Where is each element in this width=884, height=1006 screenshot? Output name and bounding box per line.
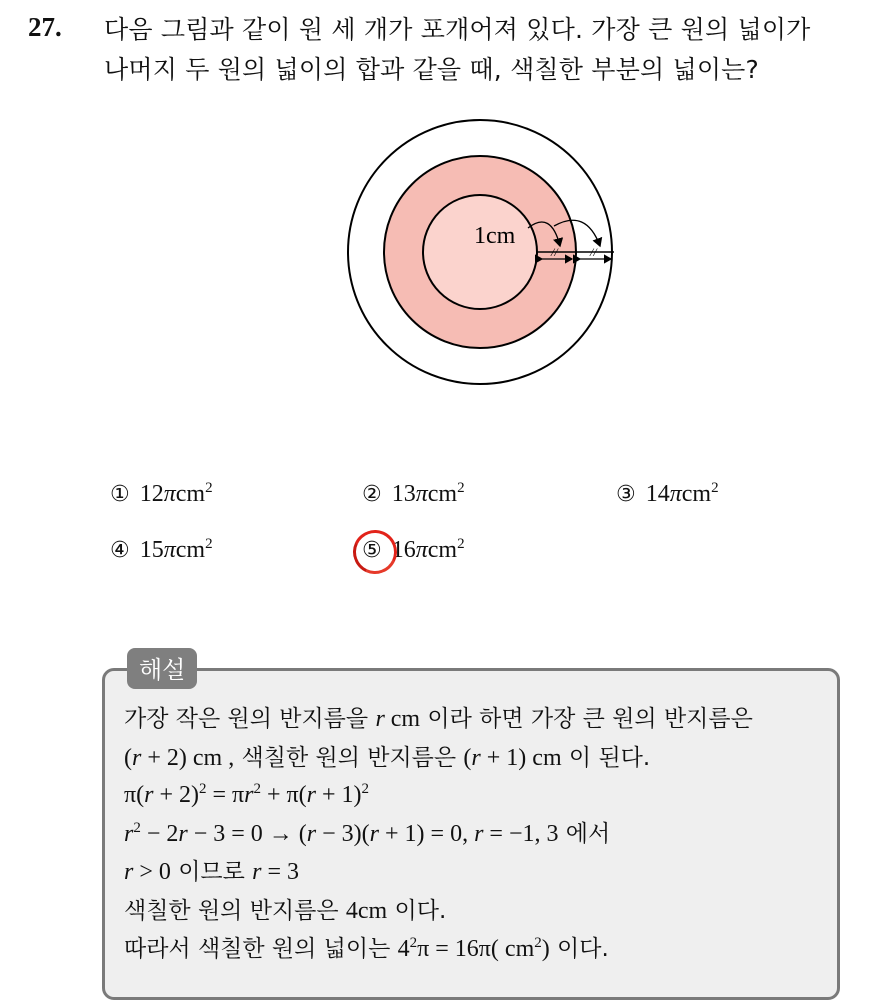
solution-line-6 xyxy=(124,892,834,931)
choice-unit: cm xyxy=(427,537,458,563)
concentric-circles-figure xyxy=(346,116,630,392)
math-text: ( xyxy=(124,744,132,771)
choice-exp: 2 xyxy=(457,480,465,496)
math-text: + 2) xyxy=(153,782,199,808)
choice-number: ① xyxy=(110,482,130,507)
math-var: r xyxy=(124,820,134,847)
radius-label: 1cm xyxy=(474,223,516,249)
solution-text: 이라 하면 가장 큰 원의 반지름은 xyxy=(420,706,753,732)
choice-coef: 12 xyxy=(139,481,164,507)
solution-text: 가장 작은 원의 반지름을 xyxy=(124,706,376,732)
math-text: ) xyxy=(541,936,550,962)
question-line-2: 나머지 두 원의 넓이의 합과 같을 때, 색칠한 부분의 넓이는? xyxy=(104,55,759,84)
math-text: + 1) = 0, xyxy=(379,820,475,847)
math-var: r xyxy=(178,820,188,847)
math-var: r xyxy=(306,782,316,808)
solution-line-2 xyxy=(124,739,834,778)
solution-text: 이 된다. xyxy=(561,744,651,771)
math-text: = 3 xyxy=(261,859,300,885)
math-var: r xyxy=(132,744,142,771)
math-exp: 2 xyxy=(253,781,261,797)
solution-text: 색칠한 원의 반지름은 xyxy=(234,744,464,771)
solution-line-7 xyxy=(124,930,834,969)
solution-tag: 해설 xyxy=(127,648,197,689)
math-text: 4 xyxy=(397,936,410,962)
solution-text: 이다. xyxy=(549,936,609,962)
math-var: r xyxy=(471,744,481,771)
tick-mark-2: // xyxy=(590,245,597,259)
math-text: > 0 xyxy=(133,859,171,885)
choice-pi: π xyxy=(669,481,682,507)
math-var: r xyxy=(306,820,317,847)
solution-text: 따라서 색칠한 원의 넓이는 xyxy=(124,936,398,962)
math-text: π = 16π( cm xyxy=(417,936,535,962)
choice-number-text: ⑤ xyxy=(362,538,382,563)
choice-pi: π xyxy=(163,537,176,563)
math-exp: 2 xyxy=(133,819,141,836)
selected-answer-mark xyxy=(347,524,403,580)
choice-unit: cm xyxy=(175,481,206,507)
math-text: ( xyxy=(463,744,472,771)
math-var: r xyxy=(124,859,134,885)
choice-number: ② xyxy=(362,482,382,507)
math-text: cm xyxy=(384,706,421,732)
question-number: 27. xyxy=(28,12,62,42)
choice-exp: 2 xyxy=(205,480,213,496)
choice-coef: 14 xyxy=(645,481,670,507)
math-text: − 2 xyxy=(140,820,179,847)
choice-coef: 16 xyxy=(391,537,416,563)
choice-exp: 2 xyxy=(205,536,213,552)
choice-5[interactable] xyxy=(362,536,465,564)
math-text: + 1) xyxy=(315,782,362,808)
choice-exp: 2 xyxy=(457,536,465,552)
math-var: r xyxy=(369,820,380,847)
math-text: + π( xyxy=(260,782,307,808)
math-exp: 2 xyxy=(409,935,418,951)
question-text xyxy=(104,10,868,90)
inner-circle xyxy=(423,195,537,309)
math-exp: 2 xyxy=(361,781,370,797)
math-text: + 1) cm xyxy=(480,744,562,771)
math-text: + 2) cm , xyxy=(141,744,235,771)
math-var: r xyxy=(252,859,262,885)
choice-exp: 2 xyxy=(711,480,719,496)
solution-line-1 xyxy=(124,700,834,739)
solution-text: 색칠한 원의 반지름은 xyxy=(124,897,346,924)
math-var: r xyxy=(144,782,154,808)
choice-unit: cm xyxy=(681,481,712,507)
choice-pi: π xyxy=(415,481,428,507)
solution-line-5 xyxy=(124,853,834,892)
choice-number: ④ xyxy=(110,538,130,563)
solution-text: 에서 xyxy=(558,820,611,847)
math-var: r xyxy=(244,782,254,808)
math-text: = π xyxy=(206,782,245,808)
choice-coef: 13 xyxy=(391,481,416,507)
question-line-1: 다음 그림과 같이 원 세 개가 포개어져 있다. 가장 큰 원의 넓이가 xyxy=(104,15,811,44)
choice-pi: π xyxy=(415,537,428,563)
solution-line-4 xyxy=(124,815,834,854)
choice-number: ③ xyxy=(616,482,636,507)
choice-2[interactable] xyxy=(362,480,465,508)
math-exp: 2 xyxy=(534,935,542,951)
choice-unit: cm xyxy=(427,481,458,507)
math-text: − 3 = 0 → ( xyxy=(187,820,307,847)
choice-unit: cm xyxy=(175,537,206,563)
choice-coef: 15 xyxy=(139,537,164,563)
math-text: − 3)( xyxy=(316,820,370,847)
math-text: = −1, 3 xyxy=(483,820,559,847)
choice-1[interactable] xyxy=(110,480,213,508)
solution-body xyxy=(124,700,834,969)
choice-3[interactable] xyxy=(616,480,719,508)
math-var: r xyxy=(474,820,484,847)
solution-line-3 xyxy=(124,777,834,815)
choice-pi: π xyxy=(163,481,176,507)
solution-text: 이다. xyxy=(387,897,447,924)
question-block xyxy=(28,10,868,90)
math-exp: 2 xyxy=(198,781,207,797)
solution-text: 이므로 xyxy=(170,859,253,885)
choice-4[interactable] xyxy=(110,536,213,564)
tick-mark-1: // xyxy=(551,245,558,259)
math-text: 4cm xyxy=(345,897,388,924)
choice-number xyxy=(362,538,382,563)
math-var: r xyxy=(375,706,385,732)
math-text: π( xyxy=(124,782,145,808)
